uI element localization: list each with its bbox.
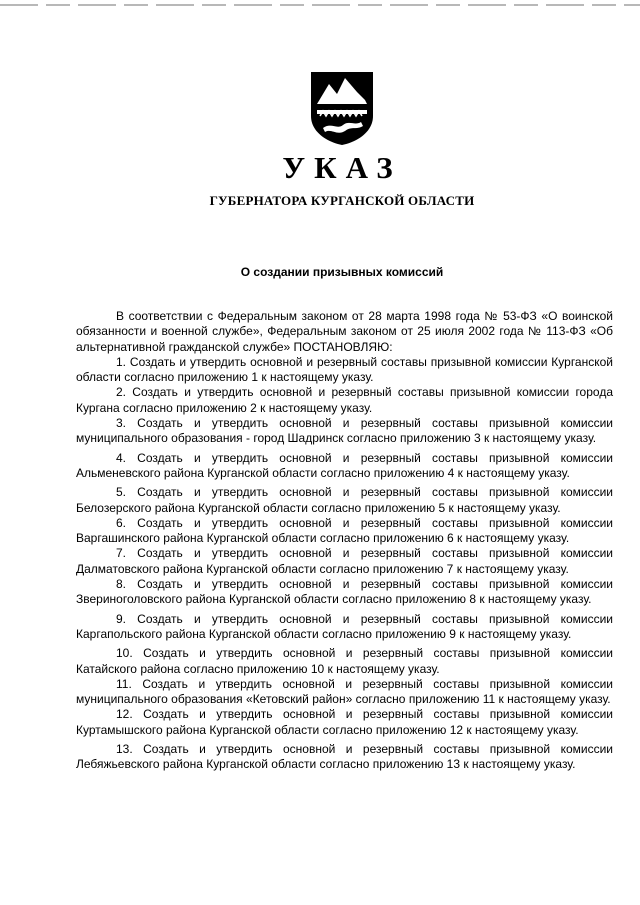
document-heading: О создании призывных комиссий [240,265,444,279]
scan-artifact-line [0,4,640,6]
list-item: 10. Создать и утвердить основной и резервный составы призывной комиссии Катайского района согласно приложению 10 к настоящему указу. [76,646,613,676]
coat-of-arms-icon [307,70,377,146]
list-item: 3. Создать и утвердить основной и резервный составы призывной комиссии муниципального образования - город Шадринск согласно приложению 3 к настоящему указу. [76,416,613,446]
list-item: 4. Создать и утвердить основной и резервный составы призывной комиссии Альменевского района Курганской области согласно приложению 4 к настоящему указу. [76,450,613,480]
list-item: 9. Создать и утвердить основной и резервный составы призывной комиссии Каргапольского района Курганской области согласно приложению 9 к настоящему указу. [76,611,613,641]
document-subtitle: ГУБЕРНАТОРА КУРГАНСКОЙ ОБЛАСТИ [209,193,475,208]
list-item: 7. Создать и утвердить основной и резервный составы призывной комиссии Далматовского района Курганской области согласно приложению 7 к настоящему указу. [76,546,613,576]
list-item: 1. Создать и утвердить основной и резервный составы призывной комиссии Курганской области согласно приложению 1 к настоящему указу. [76,354,613,385]
list-item: 8. Создать и утвердить основной и резервный составы призывной комиссии Звериноголовского района Курганской области согласно приложению 8 к настоящему указу. [76,577,613,607]
document-title: УКАЗ [282,150,402,185]
document-body [76,309,613,773]
list-item: 2. Создать и утвердить основной и резервный составы призывной комиссии города Кургана согласно приложению 2 к настоящему указу. [76,385,613,415]
list-item: 6. Создать и утвердить основной и резервный составы призывной комиссии Варгашинского района Курганской области согласно приложению 6 к настоящему указу. [76,515,613,546]
intro-paragraph: В соответствии с Федеральным законом от 28 марта 1998 года № 53-ФЗ «О воинской обязанности и военной службе», Федеральным законом от 25 июля 2002 года № 113-ФЗ «Об альтернативной гражданской службе» ПОСТАНОВЛЯЮ: [76,309,613,354]
list-item: 13. Создать и утвердить основной и резервный составы призывной комиссии Лебяжьевского района Курганской области согласно приложению 13 к настоящему указу. [76,742,613,772]
list-item: 11. Создать и утвердить основной и резервный составы призывной комиссии муниципального образования «Кетовский район» согласно приложению 11 к настоящему указу. [76,676,613,707]
list-item: 5. Создать и утвердить основной и резервный составы призывной комиссии Белозерского района Курганской области согласно приложению 5 к настоящему указу. [76,485,613,515]
list-item: 12. Создать и утвердить основной и резервный составы призывной комиссии Куртамышского района Курганской области согласно приложению 12 к настоящему указу. [76,707,613,737]
